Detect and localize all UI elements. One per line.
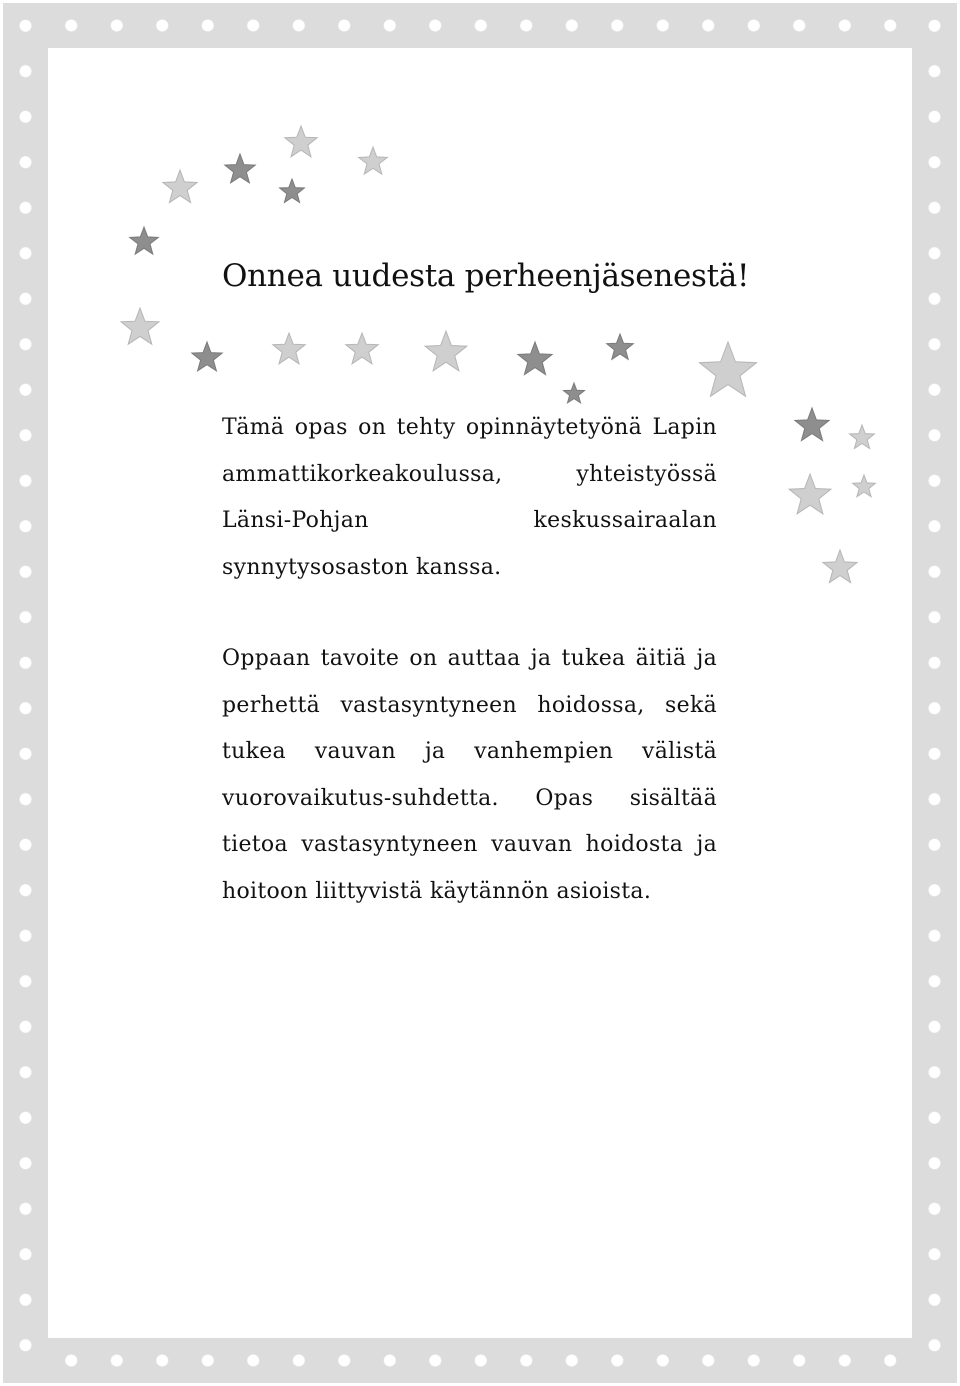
star-icon xyxy=(121,308,159,344)
purpose-paragraph: Oppaan tavoite on auttaa ja tukea äitiä ja perhettä vastasyntyneen hoidossa, sekä tukea vauvan ja vanhempien välistä vuorovaikutus-suhdetta. Opas sisältää tietoa vastasyntyneen vauvan hoidosta ja hoitoon liittyvistä käytännön asioista. xyxy=(222,646,717,904)
star-icon xyxy=(273,333,305,364)
star-icon xyxy=(853,475,876,497)
intro-paragraph: Tämä opas on tehty opinnäytetyönä Lapin ammattikorkeakoulussa, yhteistyössä Länsi-Pohjan keskussairaalan synnytysosaston kanssa. xyxy=(222,415,717,580)
star-icon xyxy=(163,170,197,203)
star-icon xyxy=(564,383,585,403)
star-icon xyxy=(130,227,159,254)
star-icon xyxy=(346,333,378,364)
star-icon xyxy=(280,179,305,203)
star-icon xyxy=(607,334,634,359)
star-icon xyxy=(700,342,757,396)
star-icon xyxy=(789,474,831,514)
star-icon xyxy=(192,342,222,371)
star-icon xyxy=(425,331,467,371)
star-icon xyxy=(518,342,552,375)
star-icon xyxy=(285,126,317,157)
star-icon xyxy=(225,154,255,183)
star-icon xyxy=(850,425,875,449)
page-title: Onnea uudesta perheenjäsenestä! xyxy=(222,258,750,294)
star-icon xyxy=(795,408,829,441)
star-icon xyxy=(823,550,857,583)
star-icon xyxy=(359,147,388,174)
